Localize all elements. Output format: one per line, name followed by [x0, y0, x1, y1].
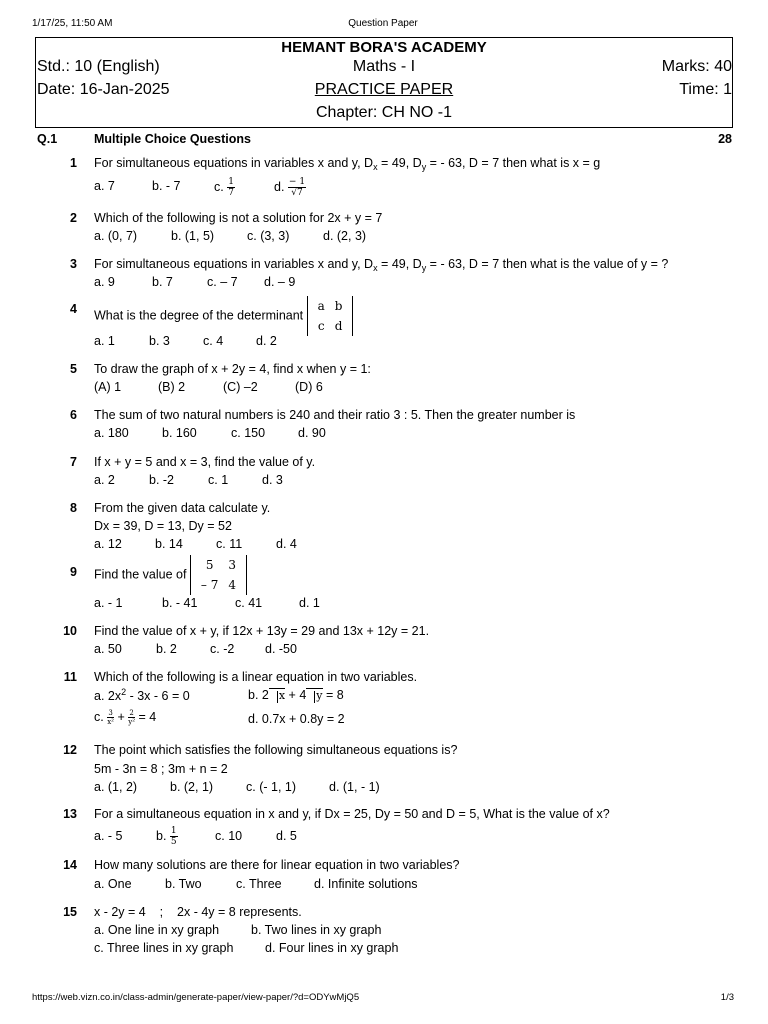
subject-label: Maths - I — [352, 58, 416, 75]
question-text: The sum of two natural numbers is 240 and their ratio 3 : 5. Then the greater number is — [94, 408, 576, 422]
question-text: For simultaneous equations in variables x and y, $D_x = 49$, $D_y$ = - 63, D = 7 then what is the value of y = ? — [94, 257, 669, 273]
section-number: Q.1 — [37, 132, 58, 146]
paper-type-wrap — [36, 81, 732, 99]
option-c: c. -2 — [210, 642, 235, 656]
option-c: c. $\frac{3}{\text{x²}}$ + $\frac{2}{\text{y²}}$ = 4 — [94, 709, 157, 726]
option-b: (B) 2 — [158, 380, 186, 394]
option-b: b. Two lines in xy graph — [251, 923, 382, 937]
option-a: a. $2x^2 - 3x - 6 = 0$ — [94, 687, 190, 703]
option-a: a. - 5 — [94, 829, 123, 843]
question-number: 11 — [63, 670, 77, 684]
question-text: If x + y = 5 and x = 3, find the value of y. — [94, 455, 316, 469]
question-3 — [37, 257, 732, 293]
print-timestamp: 1/17/25, 11:50 AM — [32, 18, 113, 29]
question-number: 5 — [70, 362, 77, 376]
question-8 — [37, 501, 732, 555]
option-c: c. 41 — [235, 596, 263, 610]
option-c: c. (- 1, 1) — [246, 780, 297, 794]
section-marks: 28 — [718, 132, 732, 146]
section-title: Multiple Choice Questions — [94, 132, 251, 146]
marks-label: Marks: 40 — [661, 58, 732, 75]
question-6 — [37, 408, 732, 444]
option-b: b. 14 — [155, 537, 183, 551]
option-b: b. -2 — [149, 473, 175, 487]
paper-type-label: PRACTICE PAPER — [314, 81, 454, 98]
chapter-label: Chapter: CH NO -1 — [315, 104, 453, 121]
option-a: a. 180 — [94, 426, 129, 440]
sqrt-denominator: √7 — [291, 188, 303, 198]
option-b: b. (2, 1) — [170, 780, 214, 794]
question-data-line: 5m - 3n = 8 ; 3m + n = 2 — [94, 762, 228, 776]
option-c: c. 4 — [203, 334, 224, 348]
print-page-title: Question Paper — [348, 18, 418, 29]
question-number: 9 — [70, 565, 77, 579]
option-c: c. Three lines in xy graph — [94, 941, 234, 955]
question-9 — [37, 555, 732, 615]
option-d: d. Four lines in xy graph — [265, 941, 399, 955]
question-number: 8 — [70, 501, 77, 515]
option-c: c. 10 — [215, 829, 243, 843]
question-text: Find the value of 5 3 – 7 4 — [94, 555, 247, 595]
sqrt-y: y — [306, 688, 322, 702]
question-data-line: Dx = 39, D = 13, Dy = 52 — [94, 519, 232, 533]
option-a: a. One — [94, 877, 132, 891]
option-d: d. $\frac{- 1}{√7}$ — [274, 177, 306, 198]
option-c: c. 150 — [231, 426, 266, 440]
question-number: 3 — [70, 257, 77, 271]
question-12 — [37, 743, 732, 797]
question-number: 6 — [70, 408, 77, 422]
time-label: Time: 1 — [679, 81, 732, 98]
option-b: b. 2 x + 4 y = 8 — [248, 688, 344, 702]
question-text: Find the value of x + y, if 12x + 13y = 29 and 13x + 12y = 21. — [94, 624, 430, 638]
question-number: 2 — [70, 211, 77, 225]
question-13 — [37, 807, 732, 851]
header-row-2 — [36, 81, 732, 103]
option-d: d. -50 — [265, 642, 297, 656]
option-a: a. One line in xy graph — [94, 923, 220, 937]
question-text: For simultaneous equations in variables x and y, $D_x = 49$, $D_y$ = - 63, D = 7 then what is x = g — [94, 156, 601, 172]
question-text: x - 2y = 4 ; 2x - 4y = 8 represents. — [94, 905, 302, 919]
question-text: Which of the following is a linear equation in two variables. — [94, 670, 418, 684]
question-number: 15 — [63, 905, 77, 919]
question-2 — [37, 211, 732, 247]
option-d: d. – 9 — [264, 275, 296, 289]
question-7 — [37, 455, 732, 491]
option-c: c. Three — [236, 877, 282, 891]
option-a: a. 9 — [94, 275, 115, 289]
question-number: 12 — [63, 743, 77, 757]
option-a: a. 50 — [94, 642, 122, 656]
print-header — [32, 18, 734, 32]
date-label: Date: 16-Jan-2025 — [37, 81, 170, 98]
standard-label: Std.: 10 (English) — [37, 58, 160, 75]
option-b: b. - 41 — [162, 596, 198, 610]
option-d: d. 4 — [276, 537, 297, 551]
option-c: (C) –2 — [223, 380, 258, 394]
option-d: d. 3 — [262, 473, 283, 487]
academy-name: HEMANT BORA'S ACADEMY — [281, 39, 487, 56]
option-a: a. 2 — [94, 473, 115, 487]
question-text: Which of the following is not a solution for 2x + y = 7 — [94, 211, 383, 225]
option-b: b. 2 — [156, 642, 177, 656]
question-14 — [37, 858, 732, 894]
question-1 — [37, 156, 732, 202]
question-number: 4 — [70, 302, 77, 316]
determinant: 5 3 – 7 4 — [190, 555, 247, 595]
option-d: d. (2, 3) — [323, 229, 367, 243]
question-number: 10 — [63, 624, 77, 638]
header-row-1 — [36, 58, 732, 80]
question-number: 13 — [63, 807, 77, 821]
question-10 — [37, 624, 732, 660]
option-a: a. - 1 — [94, 596, 123, 610]
question-number: 1 — [70, 156, 77, 170]
option-b: b. (1, 5) — [171, 229, 215, 243]
option-d: d. 1 — [299, 596, 320, 610]
option-b: b. $\frac{1}{5}$ — [156, 826, 177, 847]
header-row-3 — [36, 104, 732, 126]
paper-header-box — [35, 37, 733, 128]
question-11 — [37, 670, 732, 734]
option-d: d. 5 — [276, 829, 297, 843]
option-a: a. 1 — [94, 334, 115, 348]
option-d: d. 0.7x + 0.8y = 2 — [248, 712, 345, 726]
option-a: a. (1, 2) — [94, 780, 138, 794]
option-b: b. 160 — [162, 426, 197, 440]
option-d: d. 2 — [256, 334, 277, 348]
option-d: d. (1, - 1) — [329, 780, 380, 794]
option-c: c. 11 — [216, 537, 243, 551]
question-5 — [37, 362, 732, 398]
question-text: What is the degree of the determinant a b c d — [94, 296, 353, 336]
question-text: How many solutions are there for linear equation in two variables? — [94, 858, 460, 872]
option-b: b. - 7 — [152, 179, 181, 193]
page-url: https://web.vizn.co.in/class-admin/generate-paper/view-paper/?d=ODYwMjQ5 — [32, 992, 360, 1003]
option-d: d. 90 — [298, 426, 326, 440]
determinant: a b c d — [307, 296, 354, 336]
section-heading — [37, 132, 732, 150]
option-d: d. Infinite solutions — [314, 877, 418, 891]
question-text: To draw the graph of x + 2y = 4, find x when y = 1: — [94, 362, 371, 376]
option-c: c. 1 — [208, 473, 229, 487]
question-number: 7 — [70, 455, 77, 469]
sqrt-x: x — [269, 688, 285, 702]
question-4 — [37, 296, 732, 348]
option-a: a. (0, 7) — [94, 229, 138, 243]
option-b: b. 7 — [152, 275, 173, 289]
option-a: (A) 1 — [94, 380, 122, 394]
option-a: a. 12 — [94, 537, 122, 551]
question-text: For a simultaneous equation in x and y, if Dx = 25, Dy = 50 and D = 5, What is the value of x? — [94, 807, 610, 821]
option-d: (D) 6 — [295, 380, 323, 394]
question-15 — [37, 905, 732, 959]
option-b: b. Two — [165, 877, 202, 891]
option-c: c. $\frac{1}{7}$ — [214, 177, 234, 198]
option-a: a. 7 — [94, 179, 115, 193]
question-number: 14 — [63, 858, 77, 872]
print-footer — [32, 992, 734, 1006]
option-c: c. – 7 — [207, 275, 238, 289]
option-b: b. 3 — [149, 334, 170, 348]
question-text: From the given data calculate y. — [94, 501, 271, 515]
option-c: c. (3, 3) — [247, 229, 290, 243]
question-text: The point which satisfies the following simultaneous equations is? — [94, 743, 458, 757]
page-number: 1/3 — [720, 992, 734, 1003]
